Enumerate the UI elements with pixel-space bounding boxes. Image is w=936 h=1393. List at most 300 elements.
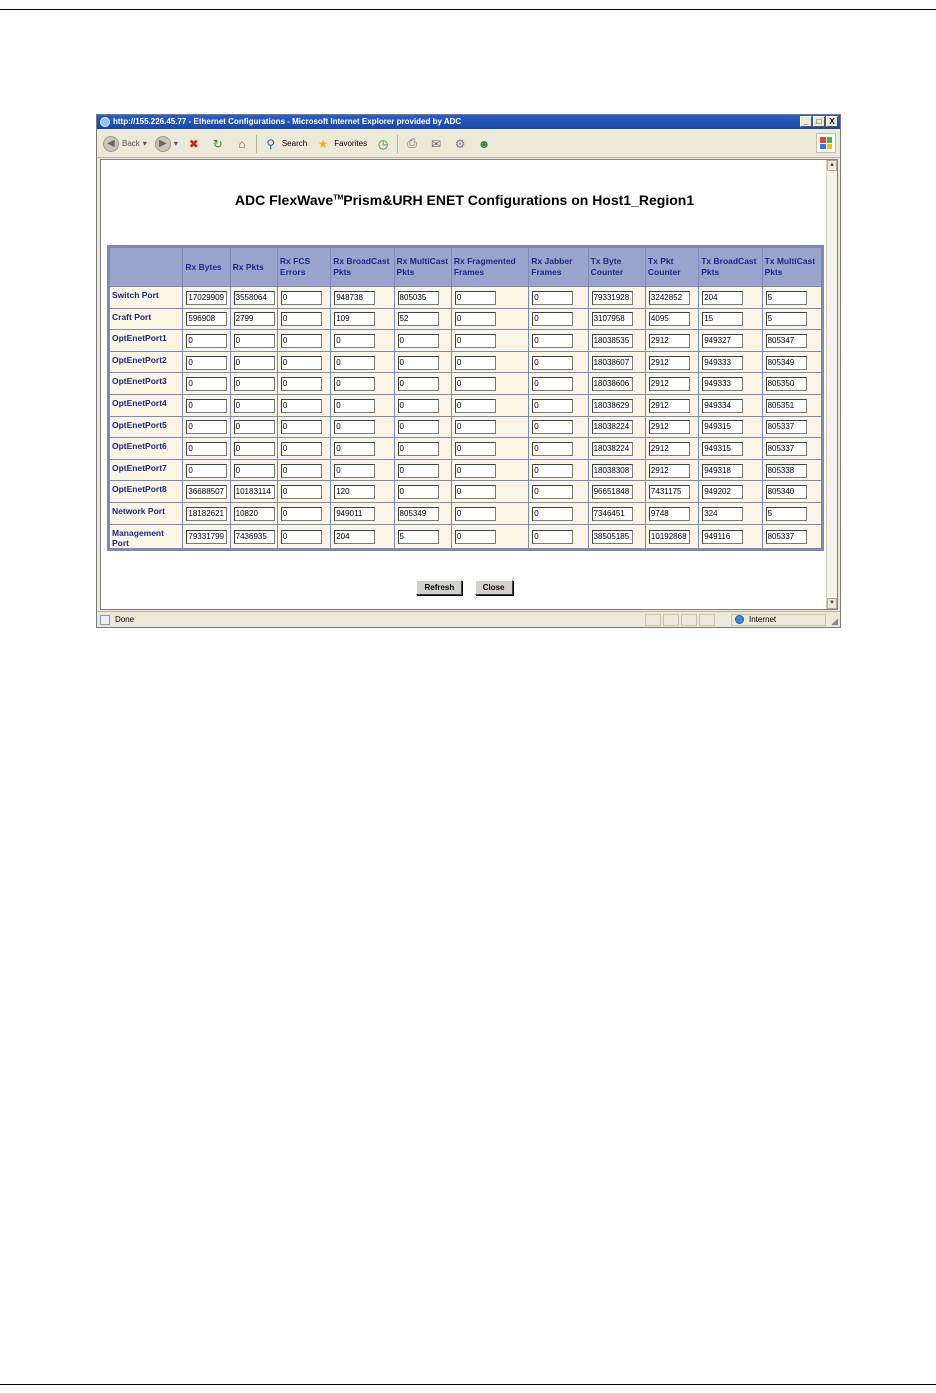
table-row xyxy=(110,503,821,524)
counter-value-field[interactable]: 0 xyxy=(281,312,322,326)
tools-icon: ⚙ xyxy=(454,136,466,151)
table-cell xyxy=(589,287,645,308)
table-cell xyxy=(278,287,330,308)
table-cell xyxy=(529,503,587,524)
counter-value-field[interactable]: 0 xyxy=(455,530,496,544)
table-cell xyxy=(278,330,330,351)
table-cell xyxy=(529,417,587,438)
counter-value-field[interactable]: 0 xyxy=(532,334,573,348)
table-cell xyxy=(452,395,528,416)
counter-value-field[interactable]: 0 xyxy=(455,377,496,391)
history-button[interactable] xyxy=(373,133,393,155)
counter-value-field[interactable]: 0 xyxy=(532,464,573,478)
counter-value-field[interactable]: 805337 xyxy=(766,420,807,434)
table-row xyxy=(110,438,821,459)
table-cell xyxy=(699,309,761,330)
counter-value-field[interactable]: 0 xyxy=(398,334,439,348)
back-label: Back xyxy=(122,139,140,148)
counter-value-field[interactable]: 0 xyxy=(532,356,573,370)
counter-value-field[interactable]: 0 xyxy=(334,420,375,434)
counter-value-field[interactable]: 949327 xyxy=(702,334,743,348)
counter-value-field[interactable]: 0 xyxy=(398,442,439,456)
table-cell xyxy=(529,309,587,330)
counter-value-field[interactable]: 0 xyxy=(455,312,496,326)
page-done-icon xyxy=(100,615,110,625)
counter-value-field[interactable]: 0 xyxy=(186,464,227,478)
port-name: OptEnetPort6 xyxy=(110,438,182,459)
counter-value-field[interactable]: 0 xyxy=(532,312,573,326)
counter-value-field[interactable]: 0 xyxy=(281,442,322,456)
counter-value-field[interactable]: 5 xyxy=(766,291,807,305)
mail-button[interactable] xyxy=(426,133,446,155)
counter-value-field[interactable]: 0 xyxy=(234,420,275,434)
counter-value-field[interactable]: 0 xyxy=(398,464,439,478)
column-header: Tx Pkt Counter xyxy=(646,248,698,286)
print-button[interactable] xyxy=(402,133,422,155)
forward-button[interactable] xyxy=(153,133,180,155)
table-cell xyxy=(331,503,393,524)
counter-value-field[interactable]: 0 xyxy=(186,334,227,348)
table-cell xyxy=(529,481,587,502)
table-cell xyxy=(183,287,229,308)
table-cell xyxy=(183,330,229,351)
window-title: http://155.226.45.77 - Ethernet Configurations - Microsoft Internet Explorer provided by ADC xyxy=(113,117,462,126)
table-cell xyxy=(395,503,451,524)
counter-value-field[interactable]: 3242852 xyxy=(649,291,690,305)
table-cell xyxy=(529,352,587,373)
counter-value-field[interactable]: 0 xyxy=(281,507,322,521)
counter-value-field[interactable]: 0 xyxy=(532,291,573,305)
counter-value-field[interactable]: 0 xyxy=(398,399,439,413)
counter-value-field[interactable]: 38505185 xyxy=(592,530,633,544)
search-label: Search xyxy=(281,139,308,148)
table-cell xyxy=(529,438,587,459)
favorites-button[interactable] xyxy=(313,133,369,155)
counter-value-field[interactable]: 0 xyxy=(398,377,439,391)
counter-value-field[interactable]: 805337 xyxy=(766,530,807,544)
table-cell xyxy=(231,438,277,459)
counter-value-field[interactable]: 2799 xyxy=(234,312,275,326)
print-icon: ⎙ xyxy=(407,136,417,150)
table-cell xyxy=(699,460,761,481)
counter-value-field[interactable]: 0 xyxy=(186,399,227,413)
column-header: Tx Byte Counter xyxy=(589,248,645,286)
table-row xyxy=(110,481,821,502)
column-header: Rx Jabber Frames xyxy=(529,248,587,286)
table-cell xyxy=(529,395,587,416)
counter-value-field[interactable]: 805351 xyxy=(766,399,807,413)
port-name: Network Port xyxy=(110,503,182,524)
counter-value-field[interactable]: 0 xyxy=(334,442,375,456)
counter-value-field[interactable]: 10820 xyxy=(234,507,275,521)
table-cell xyxy=(395,309,451,330)
counter-value-field[interactable]: 7436935 xyxy=(234,530,275,544)
table-cell xyxy=(395,352,451,373)
window-titlebar xyxy=(97,115,840,129)
table-cell xyxy=(763,352,821,373)
counter-value-field[interactable]: 7431175 xyxy=(649,485,690,499)
counter-value-field[interactable]: 0 xyxy=(281,485,322,499)
home-icon: ⌂ xyxy=(238,136,246,151)
counter-value-field[interactable]: 805337 xyxy=(766,442,807,456)
port-name: Craft Port xyxy=(110,309,182,330)
counter-value-field[interactable]: 18038606 xyxy=(592,377,633,391)
column-header: Tx BroadCast Pkts xyxy=(699,248,761,286)
counter-value-field[interactable]: 0 xyxy=(398,420,439,434)
counter-value-field[interactable]: 0 xyxy=(455,464,496,478)
counter-value-field[interactable]: 0 xyxy=(398,356,439,370)
counter-value-field[interactable]: 2912 xyxy=(649,420,690,434)
counter-value-field[interactable]: 7346451 xyxy=(592,507,633,521)
counter-value-field[interactable]: 949011 xyxy=(334,507,375,521)
counter-value-field[interactable]: 0 xyxy=(334,377,375,391)
counter-value-field[interactable]: 949116 xyxy=(702,530,743,544)
back-button[interactable] xyxy=(101,133,149,155)
counter-value-field[interactable]: 0 xyxy=(281,356,322,370)
table-cell xyxy=(231,309,277,330)
maximize-button[interactable]: □ xyxy=(813,116,825,127)
counter-value-field[interactable]: 2912 xyxy=(649,377,690,391)
counter-value-field[interactable]: 17029909 xyxy=(186,291,227,305)
table-cell xyxy=(278,309,330,330)
table-cell xyxy=(395,438,451,459)
table-cell xyxy=(529,287,587,308)
counter-value-field[interactable]: 949315 xyxy=(702,442,743,456)
counter-value-field[interactable]: 0 xyxy=(186,377,227,391)
counter-value-field[interactable]: 10183114 xyxy=(234,485,275,499)
table-row xyxy=(110,395,821,416)
counter-value-field[interactable]: 949333 xyxy=(702,356,743,370)
counter-value-field[interactable]: 0 xyxy=(281,530,322,544)
table-cell xyxy=(395,330,451,351)
counter-value-field[interactable]: 0 xyxy=(532,442,573,456)
counter-value-field[interactable]: 0 xyxy=(398,485,439,499)
vertical-scrollbar[interactable] xyxy=(826,160,837,609)
table-cell xyxy=(646,417,698,438)
counter-value-field[interactable]: 0 xyxy=(234,334,275,348)
page-title-suffix: Prism&URH ENET Configurations on Host1_Region1 xyxy=(343,192,695,208)
table-cell xyxy=(278,395,330,416)
counter-value-field[interactable]: 0 xyxy=(281,399,322,413)
stop-button[interactable] xyxy=(184,133,204,155)
counter-value-field[interactable]: 0 xyxy=(334,399,375,413)
table-cell xyxy=(331,395,393,416)
counter-value-field[interactable]: 120 xyxy=(334,485,375,499)
counter-value-field[interactable]: 0 xyxy=(532,507,573,521)
table-cell xyxy=(699,525,761,548)
counter-value-field[interactable]: 5 xyxy=(766,312,807,326)
table-cell xyxy=(763,330,821,351)
table-cell xyxy=(699,352,761,373)
column-header: Rx Bytes xyxy=(183,248,229,286)
security-zone xyxy=(731,614,826,626)
table-cell xyxy=(231,460,277,481)
port-name: Switch Port xyxy=(110,287,182,308)
table-cell xyxy=(183,438,229,459)
table-row xyxy=(110,417,821,438)
table-cell xyxy=(646,330,698,351)
counter-value-field[interactable]: 0 xyxy=(455,420,496,434)
table-cell xyxy=(231,525,277,548)
table-cell xyxy=(646,395,698,416)
messenger-icon: ☻ xyxy=(477,136,491,151)
counter-value-field[interactable]: 0 xyxy=(281,420,322,434)
refresh-button[interactable]: Refresh xyxy=(416,580,462,595)
table-cell xyxy=(529,525,587,548)
table-cell xyxy=(529,460,587,481)
table-cell xyxy=(699,481,761,502)
table-cell xyxy=(646,481,698,502)
counter-value-field[interactable]: 18038308 xyxy=(592,464,633,478)
table-cell xyxy=(331,438,393,459)
history-icon: ◷ xyxy=(377,136,389,151)
tools-button[interactable] xyxy=(450,133,470,155)
table-cell xyxy=(646,287,698,308)
counter-value-field[interactable]: 0 xyxy=(281,291,322,305)
counter-value-field[interactable]: 0 xyxy=(234,464,275,478)
counter-value-field[interactable]: 4095 xyxy=(649,312,690,326)
table-header-row xyxy=(110,248,821,286)
table-row xyxy=(110,373,821,394)
counter-value-field[interactable]: 596908 xyxy=(186,312,227,326)
resize-grip-icon[interactable]: ◢ xyxy=(831,616,838,626)
table-cell xyxy=(763,417,821,438)
table-cell xyxy=(529,330,587,351)
counter-value-field[interactable]: 18038224 xyxy=(592,442,633,456)
counter-value-field[interactable]: 18038224 xyxy=(592,420,633,434)
status-segment xyxy=(645,614,661,626)
messenger-button[interactable] xyxy=(474,133,494,155)
counter-value-field[interactable]: 805347 xyxy=(766,334,807,348)
table-cell xyxy=(452,481,528,502)
counter-value-field[interactable]: 324 xyxy=(702,507,743,521)
table-cell xyxy=(231,481,277,502)
table-cell xyxy=(589,373,645,394)
counter-value-field[interactable]: 0 xyxy=(334,334,375,348)
counter-value-field[interactable]: 949334 xyxy=(702,399,743,413)
table-cell xyxy=(395,525,451,548)
counter-value-field[interactable]: 0 xyxy=(532,377,573,391)
forward-dropdown-icon: ▾ xyxy=(173,139,178,148)
port-name: OptEnetPort7 xyxy=(110,460,182,481)
table-cell xyxy=(395,460,451,481)
column-header: Rx MultiCast Pkts xyxy=(395,248,451,286)
counter-value-field[interactable]: 949202 xyxy=(702,485,743,499)
counter-value-field[interactable]: 0 xyxy=(532,485,573,499)
counter-value-field[interactable]: 52 xyxy=(398,312,439,326)
counter-value-field[interactable]: 0 xyxy=(234,377,275,391)
table-cell xyxy=(331,417,393,438)
table-cell xyxy=(646,503,698,524)
table-row xyxy=(110,460,821,481)
table-cell xyxy=(589,309,645,330)
table-cell xyxy=(763,525,821,548)
action-buttons xyxy=(101,577,828,595)
minimize-button[interactable]: _ xyxy=(800,116,812,127)
table-cell xyxy=(278,352,330,373)
favorites-label: Favorites xyxy=(334,139,368,148)
counter-value-field[interactable]: 36688507 xyxy=(186,485,227,499)
table-cell xyxy=(331,373,393,394)
table-cell xyxy=(452,352,528,373)
counter-value-field[interactable]: 109 xyxy=(334,312,375,326)
counter-value-field[interactable]: 0 xyxy=(334,356,375,370)
page-title-prefix: ADC FlexWave xyxy=(234,192,334,208)
table-cell xyxy=(589,352,645,373)
counter-value-field[interactable]: 3107958 xyxy=(592,312,633,326)
close-window-button[interactable]: X xyxy=(826,116,838,127)
table-cell xyxy=(331,330,393,351)
counter-value-field[interactable]: 18038535 xyxy=(592,334,633,348)
counter-value-field[interactable]: 0 xyxy=(281,464,322,478)
counter-value-field[interactable]: 0 xyxy=(455,356,496,370)
counter-value-field[interactable]: 0 xyxy=(455,485,496,499)
counter-value-field[interactable]: 805338 xyxy=(766,464,807,478)
table-cell xyxy=(699,287,761,308)
refresh-page-button[interactable] xyxy=(208,133,228,155)
counter-value-field[interactable]: 0 xyxy=(234,399,275,413)
counter-value-field[interactable]: 2912 xyxy=(649,399,690,413)
table-row xyxy=(110,525,821,548)
table-cell xyxy=(231,287,277,308)
counter-value-field[interactable]: 949333 xyxy=(702,377,743,391)
table-cell xyxy=(699,395,761,416)
table-cell xyxy=(646,438,698,459)
table-cell xyxy=(589,417,645,438)
counter-value-field[interactable]: 18038629 xyxy=(592,399,633,413)
counter-value-field[interactable]: 0 xyxy=(532,399,573,413)
table-cell xyxy=(231,373,277,394)
column-header: Rx FCS Errors xyxy=(278,248,330,286)
close-button[interactable]: Close xyxy=(475,580,513,595)
counter-value-field[interactable]: 2912 xyxy=(649,334,690,348)
counter-value-field[interactable]: 79331928 xyxy=(592,291,633,305)
window-controls xyxy=(800,116,838,127)
counter-value-field[interactable]: 18182621 xyxy=(186,507,227,521)
counter-value-field[interactable]: 0 xyxy=(234,356,275,370)
counter-value-field[interactable]: 805340 xyxy=(766,485,807,499)
counter-value-field[interactable]: 204 xyxy=(334,530,375,544)
zone-label: Internet xyxy=(749,615,777,624)
table-cell xyxy=(395,481,451,502)
table-cell xyxy=(183,460,229,481)
status-text: Done xyxy=(115,615,135,624)
counter-value-field[interactable]: 0 xyxy=(455,334,496,348)
counter-value-field[interactable]: 0 xyxy=(532,530,573,544)
table-cell xyxy=(231,395,277,416)
search-button[interactable] xyxy=(261,133,309,155)
counter-value-field[interactable]: 5 xyxy=(766,507,807,521)
table-cell xyxy=(452,417,528,438)
port-name: OptEnetPort5 xyxy=(110,417,182,438)
refresh-icon: ↻ xyxy=(212,136,223,151)
row-header-corner xyxy=(110,248,182,286)
counter-value-field[interactable]: 204 xyxy=(702,291,743,305)
counter-value-field[interactable]: 0 xyxy=(455,442,496,456)
scroll-up-icon[interactable]: ▲ xyxy=(827,160,837,171)
counter-value-field[interactable]: 805349 xyxy=(398,507,439,521)
counter-value-field[interactable]: 96651848 xyxy=(592,485,633,499)
counter-value-field[interactable]: 15 xyxy=(702,312,743,326)
table-cell xyxy=(589,460,645,481)
counter-value-field[interactable]: 2912 xyxy=(649,356,690,370)
table-cell xyxy=(231,352,277,373)
counter-value-field[interactable]: 0 xyxy=(281,334,322,348)
status-segment xyxy=(681,614,697,626)
counter-value-field[interactable]: 805350 xyxy=(766,377,807,391)
counter-value-field[interactable]: 18038607 xyxy=(592,356,633,370)
port-name: OptEnetPort3 xyxy=(110,373,182,394)
status-segment xyxy=(663,614,679,626)
counter-value-field[interactable]: 0 xyxy=(234,442,275,456)
status-bar xyxy=(97,611,840,627)
page-viewport xyxy=(100,159,838,610)
counter-value-field[interactable]: 805035 xyxy=(398,291,439,305)
counter-value-field[interactable]: 0 xyxy=(186,442,227,456)
table-row xyxy=(110,287,821,308)
counter-value-field[interactable]: 0 xyxy=(186,420,227,434)
counter-value-field[interactable]: 9748 xyxy=(649,507,690,521)
table-cell xyxy=(763,309,821,330)
search-icon: ⚲ xyxy=(266,136,276,151)
counter-value-field[interactable]: 0 xyxy=(455,291,496,305)
column-header: Rx Pkts xyxy=(231,248,277,286)
counter-value-field[interactable]: 0 xyxy=(455,507,496,521)
browser-toolbar xyxy=(97,130,840,158)
counter-value-field[interactable]: 805349 xyxy=(766,356,807,370)
counter-value-field[interactable]: 949315 xyxy=(702,420,743,434)
counter-value-field[interactable]: 0 xyxy=(281,377,322,391)
ie-logo-icon xyxy=(100,117,110,127)
counter-value-field[interactable]: 5 xyxy=(398,530,439,544)
counter-value-field[interactable]: 948738 xyxy=(334,291,375,305)
counter-value-field[interactable]: 0 xyxy=(186,356,227,370)
page-bottom-rule xyxy=(0,1384,936,1385)
counter-value-field[interactable]: 79331799 xyxy=(186,530,227,544)
counter-value-field[interactable]: 2912 xyxy=(649,464,690,478)
table-cell xyxy=(699,438,761,459)
port-name: Management Port xyxy=(110,525,182,548)
table-cell xyxy=(183,352,229,373)
table-cell xyxy=(699,417,761,438)
table-cell xyxy=(278,373,330,394)
counter-value-field[interactable]: 949318 xyxy=(702,464,743,478)
counter-value-field[interactable]: 0 xyxy=(455,399,496,413)
table-cell xyxy=(278,503,330,524)
table-cell xyxy=(646,373,698,394)
table-cell xyxy=(589,481,645,502)
port-name: OptEnetPort4 xyxy=(110,395,182,416)
table-cell xyxy=(331,309,393,330)
table-cell xyxy=(183,481,229,502)
home-button[interactable] xyxy=(232,133,252,155)
back-arrow-icon: ◀ xyxy=(103,136,119,152)
table-cell xyxy=(395,417,451,438)
table-cell xyxy=(183,309,229,330)
scroll-down-icon[interactable]: ▼ xyxy=(827,598,837,609)
table-cell xyxy=(699,330,761,351)
counter-value-field[interactable]: 10192868 xyxy=(649,530,690,544)
port-name: OptEnetPort1 xyxy=(110,330,182,351)
counter-value-field[interactable]: 0 xyxy=(334,464,375,478)
counter-value-field[interactable]: 2912 xyxy=(649,442,690,456)
table-cell xyxy=(589,330,645,351)
port-name: OptEnetPort2 xyxy=(110,352,182,373)
counter-value-field[interactable]: 0 xyxy=(532,420,573,434)
counter-value-field[interactable]: 3558064 xyxy=(234,291,275,305)
column-header: Tx MultiCast Pkts xyxy=(763,248,821,286)
table-cell xyxy=(699,373,761,394)
